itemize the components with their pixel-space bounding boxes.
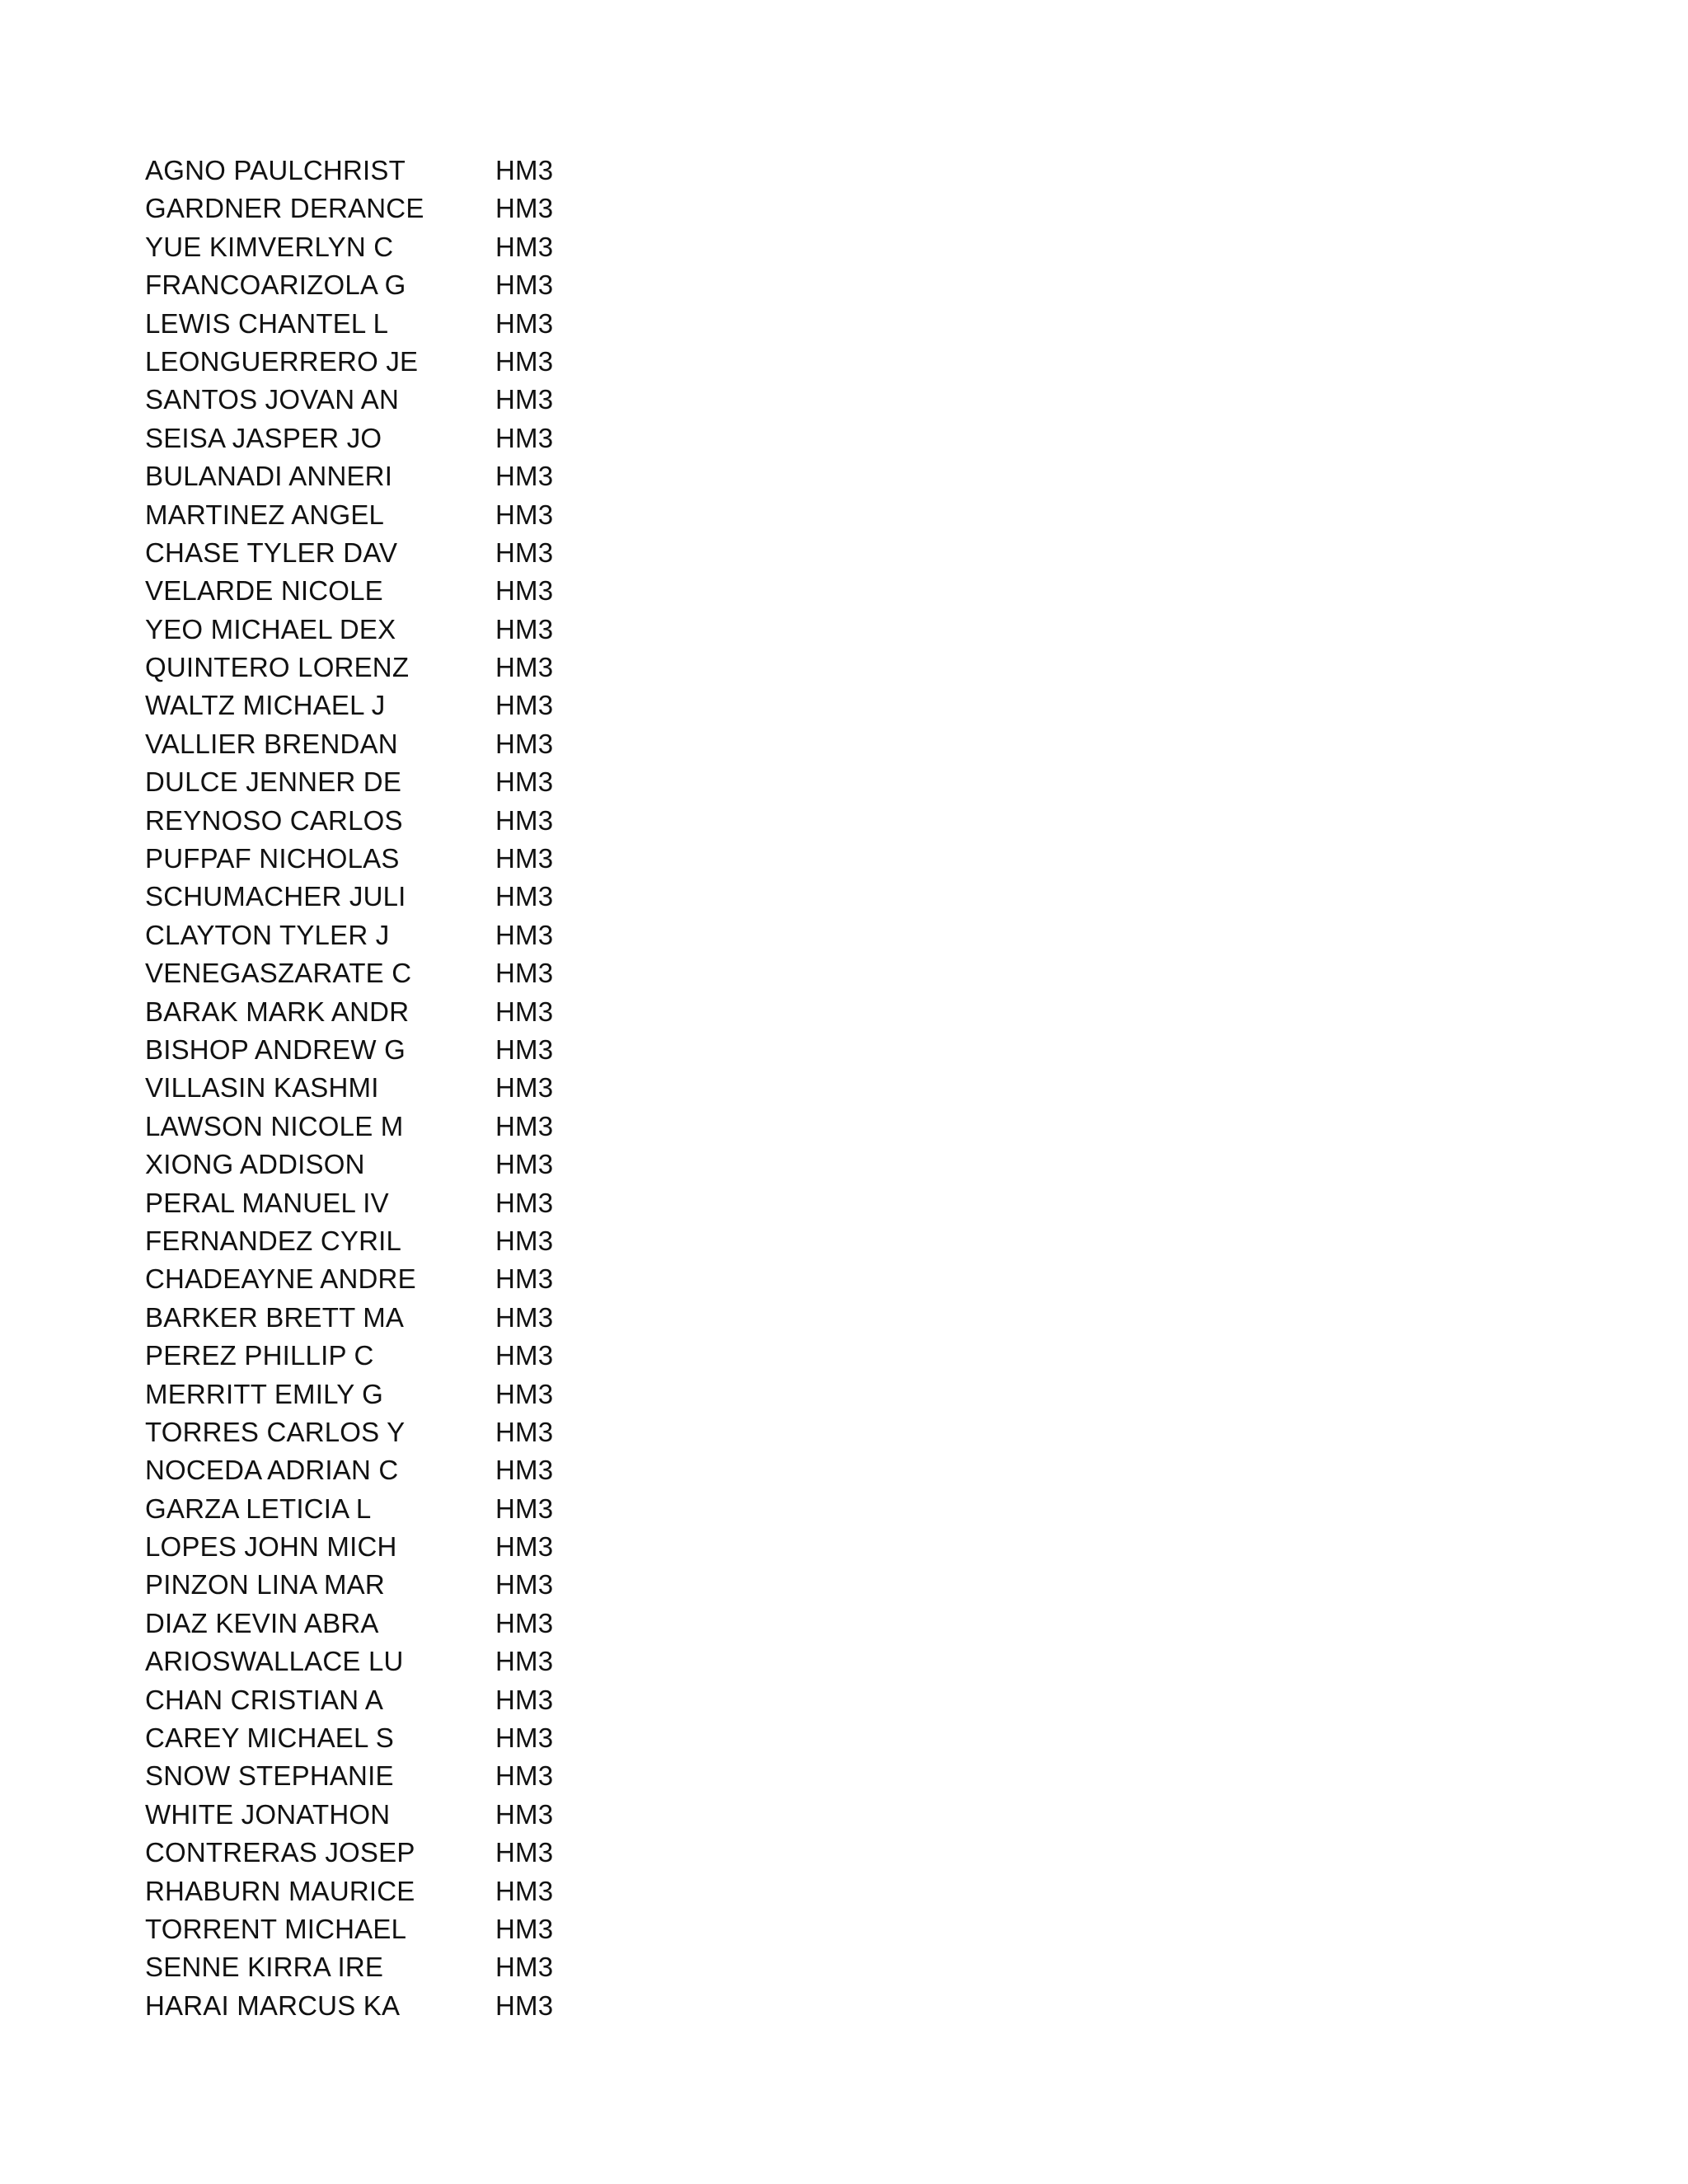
roster-rate: HM3 (495, 690, 554, 721)
roster-rate: HM3 (495, 1110, 554, 1141)
roster-row (145, 1184, 722, 1222)
roster-rate: HM3 (495, 1607, 554, 1638)
roster-row (145, 1108, 722, 1146)
roster-row (145, 1376, 722, 1413)
roster-name: FRANCOARIZOLA G (145, 269, 406, 301)
roster-name: TORRES CARLOS Y (145, 1416, 406, 1447)
roster-rate: HM3 (495, 652, 554, 683)
roster-rate: HM3 (495, 1569, 554, 1601)
roster-row (145, 190, 722, 227)
roster-row (145, 954, 722, 992)
roster-name: LOPES JOHN MICH (145, 1531, 397, 1563)
roster-rate: HM3 (495, 1875, 554, 1906)
roster-name: SANTOS JOVAN AN (145, 384, 400, 415)
roster-rate: HM3 (495, 1837, 554, 1868)
roster-rate: HM3 (495, 804, 554, 836)
roster-row (145, 1834, 722, 1872)
roster-row (145, 343, 722, 381)
roster-name: LAWSON NICOLE M (145, 1110, 404, 1141)
roster-row (145, 266, 722, 304)
roster-name: PERAL MANUEL IV (145, 1187, 389, 1218)
roster-name: PEREZ PHILLIP C (145, 1340, 374, 1371)
roster-rate: HM3 (495, 155, 554, 185)
roster-rate: HM3 (495, 1455, 554, 1486)
roster-name: GARDNER DERANCE (145, 193, 424, 224)
roster-rate: HM3 (495, 1072, 554, 1104)
roster-rate: HM3 (495, 843, 554, 874)
roster-name: REYNOSO CARLOS (145, 804, 403, 836)
roster-name: WHITE JONATHON (145, 1798, 391, 1830)
roster-row (145, 534, 722, 572)
roster-rate: HM3 (495, 537, 554, 568)
roster-rate: HM3 (495, 1798, 554, 1830)
roster-name: CHADEAYNE ANDRE (145, 1263, 416, 1295)
roster-rate: HM3 (495, 1990, 554, 2021)
roster-rate: HM3 (495, 728, 554, 759)
roster-row (145, 1643, 722, 1680)
roster-row (145, 878, 722, 916)
roster-name: NOCEDA ADRIAN C (145, 1455, 399, 1486)
roster-row (145, 1337, 722, 1375)
roster-rate: HM3 (495, 345, 554, 377)
roster-name: CHASE TYLER DAV (145, 537, 398, 568)
roster-row (145, 1987, 722, 2025)
roster-rate: HM3 (495, 1378, 554, 1409)
roster-rate: HM3 (495, 1684, 554, 1715)
roster-rate: HM3 (495, 613, 554, 644)
roster-rate: HM3 (495, 996, 554, 1027)
roster-rate: HM3 (495, 1301, 554, 1333)
roster-name: ARIOSWALLACE LU (145, 1646, 404, 1677)
roster-row (145, 1031, 722, 1069)
roster-rate: HM3 (495, 1340, 554, 1371)
roster-name: CHAN CRISTIAN A (145, 1684, 384, 1715)
roster-rate: HM3 (495, 958, 554, 989)
roster-name: BARKER BRETT MA (145, 1301, 405, 1333)
roster-rate: HM3 (495, 1033, 554, 1065)
roster-name: LEONGUERRERO JE (145, 345, 419, 377)
roster-row (145, 1490, 722, 1528)
roster-row (145, 1872, 722, 1910)
roster-name: VILLASIN KASHMI (145, 1072, 379, 1104)
roster-row (145, 572, 722, 610)
roster-name: AGNO PAULCHRIST (145, 155, 406, 185)
roster-name: RHABURN MAURICE (145, 1875, 415, 1906)
roster-name: QUINTERO LORENZ (145, 652, 410, 683)
roster-row (145, 1605, 722, 1643)
roster-name: YUE KIMVERLYN C (145, 231, 394, 262)
roster-name: VELARDE NICOLE (145, 575, 383, 607)
roster-name: PUFPAF NICHOLAS (145, 843, 400, 874)
roster-row (145, 840, 722, 878)
roster-rate: HM3 (495, 1493, 554, 1524)
roster-name: BULANADI ANNERI (145, 461, 393, 492)
roster-rate: HM3 (495, 1952, 554, 1983)
roster-row (145, 1146, 722, 1183)
roster-row (145, 1451, 722, 1489)
roster-row (145, 1910, 722, 1948)
roster-name: CLAYTON TYLER J (145, 919, 390, 950)
roster-row (145, 611, 722, 649)
roster-name: SNOW STEPHANIE (145, 1760, 394, 1792)
roster-name: PINZON LINA MAR (145, 1569, 385, 1601)
roster-name: TORRENT MICHAEL (145, 1913, 407, 1944)
roster-name: BARAK MARK ANDR (145, 996, 410, 1027)
roster-rate: HM3 (495, 1416, 554, 1447)
roster-row (145, 1796, 722, 1834)
roster-rate: HM3 (495, 1531, 554, 1563)
roster-row (145, 1413, 722, 1451)
roster-rate: HM3 (495, 1913, 554, 1944)
roster-name: LEWIS CHANTEL L (145, 307, 389, 339)
roster-row (145, 457, 722, 495)
roster-rate: HM3 (495, 269, 554, 301)
roster-name: VENEGASZARATE C (145, 958, 412, 989)
roster-row (145, 763, 722, 801)
roster-rate: HM3 (495, 422, 554, 453)
roster-row (145, 305, 722, 343)
roster-rate: HM3 (495, 1149, 554, 1180)
roster-name: XIONG ADDISON (145, 1149, 365, 1180)
roster-row (145, 916, 722, 954)
roster-name: CONTRERAS JOSEP (145, 1837, 415, 1868)
roster-rate: HM3 (495, 499, 554, 530)
roster-name: DULCE JENNER DE (145, 766, 402, 798)
roster-name: DIAZ KEVIN ABRA (145, 1607, 379, 1638)
roster-name: MERRITT EMILY G (145, 1378, 384, 1409)
roster-row (145, 228, 722, 266)
roster-rate: HM3 (495, 766, 554, 798)
roster-row (145, 1069, 722, 1107)
roster-row (145, 1948, 722, 1986)
roster-row (145, 496, 722, 534)
roster-row (145, 1719, 722, 1757)
roster-row (145, 1260, 722, 1298)
roster-rate: HM3 (495, 193, 554, 224)
roster-name: SENNE KIRRA IRE (145, 1952, 384, 1983)
roster-name: CAREY MICHAEL S (145, 1722, 394, 1754)
roster-rate: HM3 (495, 919, 554, 950)
roster-rate: HM3 (495, 461, 554, 492)
roster-name: GARZA LETICIA L (145, 1493, 372, 1524)
roster-row (145, 725, 722, 763)
roster-row (145, 687, 722, 724)
roster-name: YEO MICHAEL DEX (145, 613, 396, 644)
roster-row (145, 802, 722, 840)
roster-name: HARAI MARCUS KA (145, 1990, 401, 2021)
roster-rate: HM3 (495, 1760, 554, 1792)
roster-row (145, 1222, 722, 1260)
roster-rate: HM3 (495, 1187, 554, 1218)
roster-rate: HM3 (495, 231, 554, 262)
roster-rate: HM3 (495, 1263, 554, 1295)
roster-row (145, 993, 722, 1031)
roster-name: BISHOP ANDREW G (145, 1033, 406, 1065)
roster-rate: HM3 (495, 881, 554, 912)
roster-name: FERNANDEZ CYRIL (145, 1225, 402, 1256)
roster-rate: HM3 (495, 1646, 554, 1677)
roster-rate: HM3 (495, 1225, 554, 1256)
roster-list (145, 152, 722, 2025)
roster-name: MARTINEZ ANGEL (145, 499, 385, 530)
roster-row (145, 1528, 722, 1566)
roster-name: WALTZ MICHAEL J (145, 690, 386, 721)
roster-rate: HM3 (495, 1722, 554, 1754)
roster-rate: HM3 (495, 575, 554, 607)
roster-row (145, 1299, 722, 1337)
roster-row (145, 649, 722, 687)
roster-rate: HM3 (495, 307, 554, 339)
roster-row (145, 1681, 722, 1719)
roster-row (145, 1566, 722, 1604)
roster-row (145, 152, 722, 190)
roster-rate: HM3 (495, 384, 554, 415)
roster-row (145, 381, 722, 419)
roster-name: SEISA JASPER JO (145, 422, 382, 453)
roster-row (145, 419, 722, 457)
roster-row (145, 1757, 722, 1795)
roster-name: SCHUMACHER JULI (145, 881, 406, 912)
roster-name: VALLIER BRENDAN (145, 728, 398, 759)
